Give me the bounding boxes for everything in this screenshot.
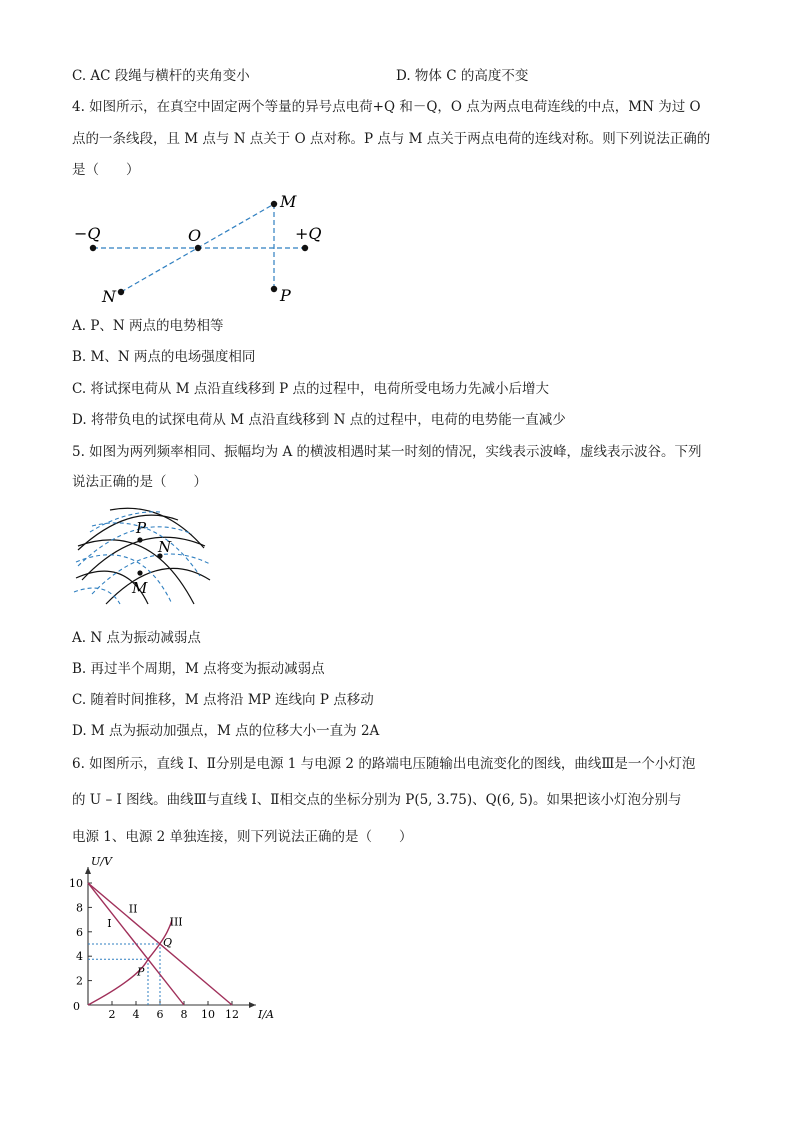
- y-axis-label: U/V: [91, 855, 112, 868]
- q4-option-c: C. 将试探电荷从 M 点沿直线移到 P 点的过程中，电荷所受电场力先减小后增大: [72, 381, 550, 397]
- x-tick-label: 12: [225, 1008, 239, 1020]
- series-line-III: [88, 920, 172, 1005]
- q6-stem-line3: 电源 1、电源 2 单独连接，则下列说法正确的是（ ）: [72, 829, 413, 845]
- label-p: P: [280, 286, 291, 305]
- y-tick-label: 10: [69, 877, 83, 890]
- label-m: M: [132, 579, 148, 597]
- origin-label: 0: [73, 1000, 80, 1013]
- q5-option-c: C. 随着时间推移，M 点将沿 MP 连线向 P 点移动: [72, 692, 374, 708]
- x-axis-arrow: [249, 1002, 256, 1008]
- trough-right-0: [74, 588, 120, 604]
- label-o: O: [188, 226, 202, 245]
- q5-option-d: D. M 点为振动加强点，M 点的位移大小一直为 2A: [72, 723, 380, 739]
- x-tick-label: 8: [180, 1008, 188, 1020]
- q3-option-d: D. 物体 C 的高度不变: [396, 68, 529, 84]
- q5-stem-line2: 说法正确的是（ ）: [72, 474, 207, 490]
- trough-right-2: [76, 555, 172, 604]
- label-n: N: [102, 287, 116, 306]
- trough-left-1: [78, 527, 192, 566]
- point-label-Q: Q: [163, 936, 173, 949]
- q5-wave-figure: [70, 500, 215, 605]
- n-point-dot: [118, 289, 124, 295]
- point-label-P: P: [137, 965, 145, 979]
- y-tick-label: 4: [76, 950, 83, 964]
- y-tick-label: 6: [76, 925, 83, 939]
- q4-option-d: D. 将带负电的试探电荷从 M 点沿直线移到 N 点的过程中，电荷的电势能一直减少: [72, 412, 566, 428]
- o-point-dot: [195, 245, 201, 251]
- q6-stem-line1: 6. 如图所示，直线 Ⅰ、Ⅱ分别是电源 1 与电源 2 的路端电压随输出电流变化的图线，曲线Ⅲ是一个小灯泡: [72, 756, 696, 772]
- q6-stem-line2: 的 U – I 图线。曲线Ⅲ与直线 Ⅰ、Ⅱ相交点的坐标分别为 P(5, 3.75)、Q(6, 5)。如果把该小灯泡分别与: [72, 792, 682, 808]
- trough-left-2: [92, 554, 210, 594]
- label-p: P: [136, 519, 147, 537]
- series-label-III: III: [169, 915, 183, 929]
- x-tick-label: 2: [108, 1008, 116, 1020]
- p-point-dot: [137, 537, 142, 542]
- label-m: M: [280, 192, 297, 211]
- q4-stem-line2: 点的一条线段，且 M 点与 N 点关于 O 点对称。P 点与 M 点关于两点电荷的连线对称。则下列说法正确的: [72, 131, 711, 147]
- q5-option-a: A. N 点为振动减弱点: [72, 630, 201, 646]
- y-tick-label: 2: [76, 974, 83, 988]
- q5-stem-line1: 5. 如图为两列频率相同、振幅均为 A 的横波相遇时某一时刻的情况，实线表示波峰，虚线表示波谷。下列: [72, 444, 702, 460]
- x-axis-label: I/A: [258, 1008, 274, 1020]
- label-neg-q: −Q: [74, 224, 101, 243]
- pos-charge-dot: [302, 245, 308, 251]
- x-tick-label: 4: [132, 1008, 140, 1020]
- q4-charge-figure: [60, 185, 350, 310]
- p-point-dot: [271, 286, 277, 292]
- q4-stem-line3: 是（ ）: [72, 162, 140, 178]
- q3-option-c: C. AC 段绳与横杆的夹角变小: [72, 68, 250, 84]
- q4-option-b: B. M、N 两点的电场强度相同: [72, 349, 256, 365]
- series-label-I: I: [107, 916, 112, 930]
- m-point-dot: [137, 570, 142, 575]
- q5-option-b: B. 再过半个周期，M 点将变为振动减弱点: [72, 661, 325, 677]
- m-point-dot: [271, 201, 277, 207]
- series-label-II: II: [128, 902, 138, 916]
- q6-ui-chart: [60, 845, 290, 1020]
- x-tick-label: 6: [156, 1008, 164, 1020]
- y-axis-arrow: [85, 867, 91, 874]
- x-tick-label: 10: [201, 1008, 215, 1020]
- crest-left-3: [106, 568, 210, 604]
- label-pos-q: +Q: [295, 224, 322, 243]
- y-tick-label: 8: [76, 901, 83, 915]
- label-n: N: [158, 538, 172, 556]
- crest-right-1: [110, 508, 204, 548]
- q4-stem-line1: 4. 如图所示，在真空中固定两个等量的异号点电荷+Q 和－Q，O 点为两点电荷连线的中点，MN 为过 O: [72, 99, 701, 115]
- neg-charge-dot: [90, 245, 96, 251]
- q4-option-a: A. P、N 两点的电势相等: [72, 318, 224, 334]
